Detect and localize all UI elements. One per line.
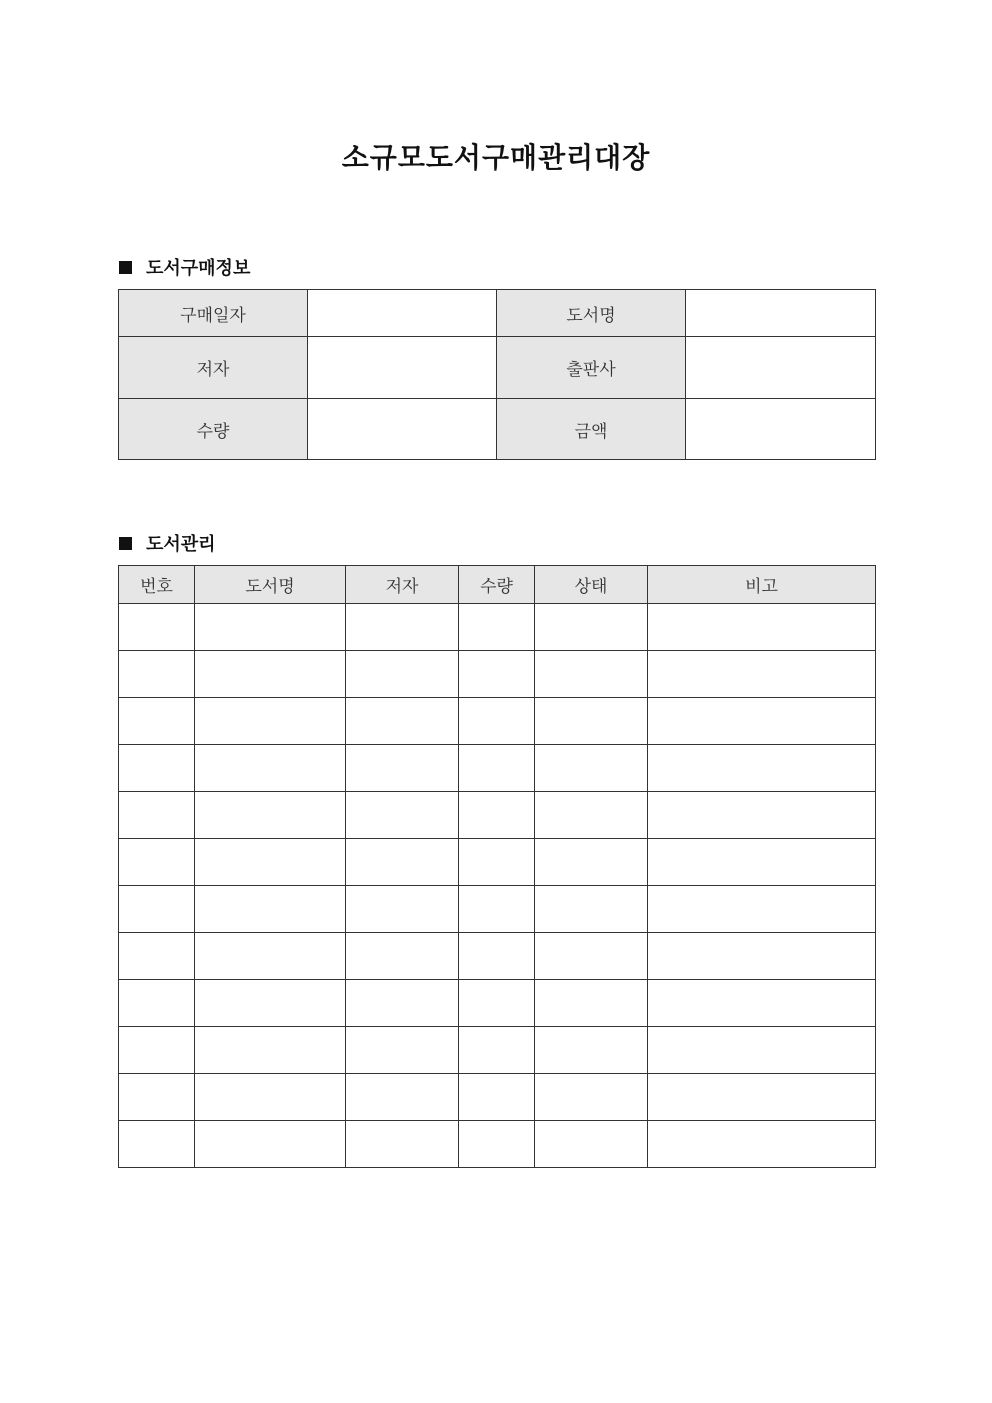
cell-remarks[interactable]	[648, 698, 876, 745]
cell-number[interactable]	[119, 839, 195, 886]
cell-author[interactable]	[346, 1121, 459, 1168]
field-publisher[interactable]	[686, 337, 876, 399]
cell-author[interactable]	[346, 933, 459, 980]
cell-book-title[interactable]	[195, 651, 346, 698]
cell-author[interactable]	[346, 745, 459, 792]
field-author[interactable]	[308, 337, 497, 399]
column-header-book-title: 도서명	[195, 566, 346, 604]
label-book-title: 도서명	[497, 290, 686, 337]
cell-status[interactable]	[535, 745, 648, 792]
cell-remarks[interactable]	[648, 980, 876, 1027]
cell-status[interactable]	[535, 839, 648, 886]
label-author: 저자	[119, 337, 308, 399]
cell-remarks[interactable]	[648, 886, 876, 933]
cell-book-title[interactable]	[195, 886, 346, 933]
cell-remarks[interactable]	[648, 839, 876, 886]
table-row	[119, 1074, 876, 1121]
cell-book-title[interactable]	[195, 1121, 346, 1168]
cell-quantity[interactable]	[459, 604, 535, 651]
cell-number[interactable]	[119, 886, 195, 933]
cell-status[interactable]	[535, 698, 648, 745]
document-title: 소규모도서구매관리대장	[341, 141, 651, 174]
cell-quantity[interactable]	[459, 792, 535, 839]
cell-number[interactable]	[119, 745, 195, 792]
cell-book-title[interactable]	[195, 980, 346, 1027]
cell-remarks[interactable]	[648, 1027, 876, 1074]
field-quantity[interactable]	[308, 399, 497, 460]
cell-book-title[interactable]	[195, 1074, 346, 1121]
column-header-author: 저자	[346, 566, 459, 604]
cell-quantity[interactable]	[459, 839, 535, 886]
table-row	[119, 980, 876, 1027]
table-row	[119, 290, 876, 337]
table-row	[119, 399, 876, 460]
cell-status[interactable]	[535, 1074, 648, 1121]
cell-book-title[interactable]	[195, 745, 346, 792]
cell-number[interactable]	[119, 933, 195, 980]
column-header-quantity: 수량	[459, 566, 535, 604]
cell-number[interactable]	[119, 698, 195, 745]
cell-remarks[interactable]	[648, 792, 876, 839]
cell-status[interactable]	[535, 886, 648, 933]
cell-book-title[interactable]	[195, 604, 346, 651]
cell-number[interactable]	[119, 1074, 195, 1121]
cell-remarks[interactable]	[648, 1074, 876, 1121]
cell-author[interactable]	[346, 698, 459, 745]
cell-number[interactable]	[119, 1121, 195, 1168]
cell-status[interactable]	[535, 933, 648, 980]
label-quantity: 수량	[119, 399, 308, 460]
field-book-title[interactable]	[686, 290, 876, 337]
cell-quantity[interactable]	[459, 980, 535, 1027]
book-management-body	[119, 604, 876, 1168]
cell-status[interactable]	[535, 604, 648, 651]
cell-author[interactable]	[346, 1027, 459, 1074]
cell-author[interactable]	[346, 792, 459, 839]
cell-number[interactable]	[119, 792, 195, 839]
cell-status[interactable]	[535, 1027, 648, 1074]
cell-number[interactable]	[119, 1027, 195, 1074]
purchase-info-table	[118, 289, 876, 460]
table-row	[119, 886, 876, 933]
cell-quantity[interactable]	[459, 933, 535, 980]
cell-remarks[interactable]	[648, 604, 876, 651]
table-row	[119, 792, 876, 839]
section-heading-label: 도서구매정보	[146, 258, 251, 279]
table-row	[119, 839, 876, 886]
cell-quantity[interactable]	[459, 886, 535, 933]
section-heading-purchase-info	[119, 254, 250, 280]
cell-book-title[interactable]	[195, 933, 346, 980]
cell-number[interactable]	[119, 980, 195, 1027]
table-row	[119, 933, 876, 980]
cell-status[interactable]	[535, 980, 648, 1027]
field-purchase-date[interactable]	[308, 290, 497, 337]
cell-remarks[interactable]	[648, 1121, 876, 1168]
cell-status[interactable]	[535, 792, 648, 839]
cell-status[interactable]	[535, 651, 648, 698]
table-row	[119, 337, 876, 399]
field-amount[interactable]	[686, 399, 876, 460]
cell-author[interactable]	[346, 651, 459, 698]
table-row	[119, 1121, 876, 1168]
section-heading-label: 도서관리	[146, 534, 216, 555]
label-amount: 금액	[497, 399, 686, 460]
table-row	[119, 698, 876, 745]
square-bullet-icon	[119, 261, 132, 274]
cell-author[interactable]	[346, 839, 459, 886]
table-row	[119, 651, 876, 698]
cell-book-title[interactable]	[195, 792, 346, 839]
cell-author[interactable]	[346, 1074, 459, 1121]
cell-quantity[interactable]	[459, 651, 535, 698]
cell-quantity[interactable]	[459, 1074, 535, 1121]
cell-author[interactable]	[346, 604, 459, 651]
column-header-status: 상태	[535, 566, 648, 604]
cell-remarks[interactable]	[648, 933, 876, 980]
cell-remarks[interactable]	[648, 745, 876, 792]
cell-author[interactable]	[346, 980, 459, 1027]
book-management-table	[118, 565, 876, 1168]
cell-number[interactable]	[119, 651, 195, 698]
section-heading-management	[119, 530, 216, 556]
cell-quantity[interactable]	[459, 1121, 535, 1168]
cell-status[interactable]	[535, 1121, 648, 1168]
column-header-remarks: 비고	[648, 566, 876, 604]
cell-number[interactable]	[119, 604, 195, 651]
table-row	[119, 745, 876, 792]
label-purchase-date: 구매일자	[119, 290, 308, 337]
cell-remarks[interactable]	[648, 651, 876, 698]
cell-author[interactable]	[346, 886, 459, 933]
cell-book-title[interactable]	[195, 698, 346, 745]
square-bullet-icon	[119, 537, 132, 550]
cell-quantity[interactable]	[459, 745, 535, 792]
label-publisher: 출판사	[497, 337, 686, 399]
cell-quantity[interactable]	[459, 1027, 535, 1074]
column-header-number: 번호	[119, 566, 195, 604]
table-header-row	[119, 566, 876, 604]
cell-quantity[interactable]	[459, 698, 535, 745]
table-row	[119, 604, 876, 651]
cell-book-title[interactable]	[195, 839, 346, 886]
cell-book-title[interactable]	[195, 1027, 346, 1074]
table-row	[119, 1027, 876, 1074]
